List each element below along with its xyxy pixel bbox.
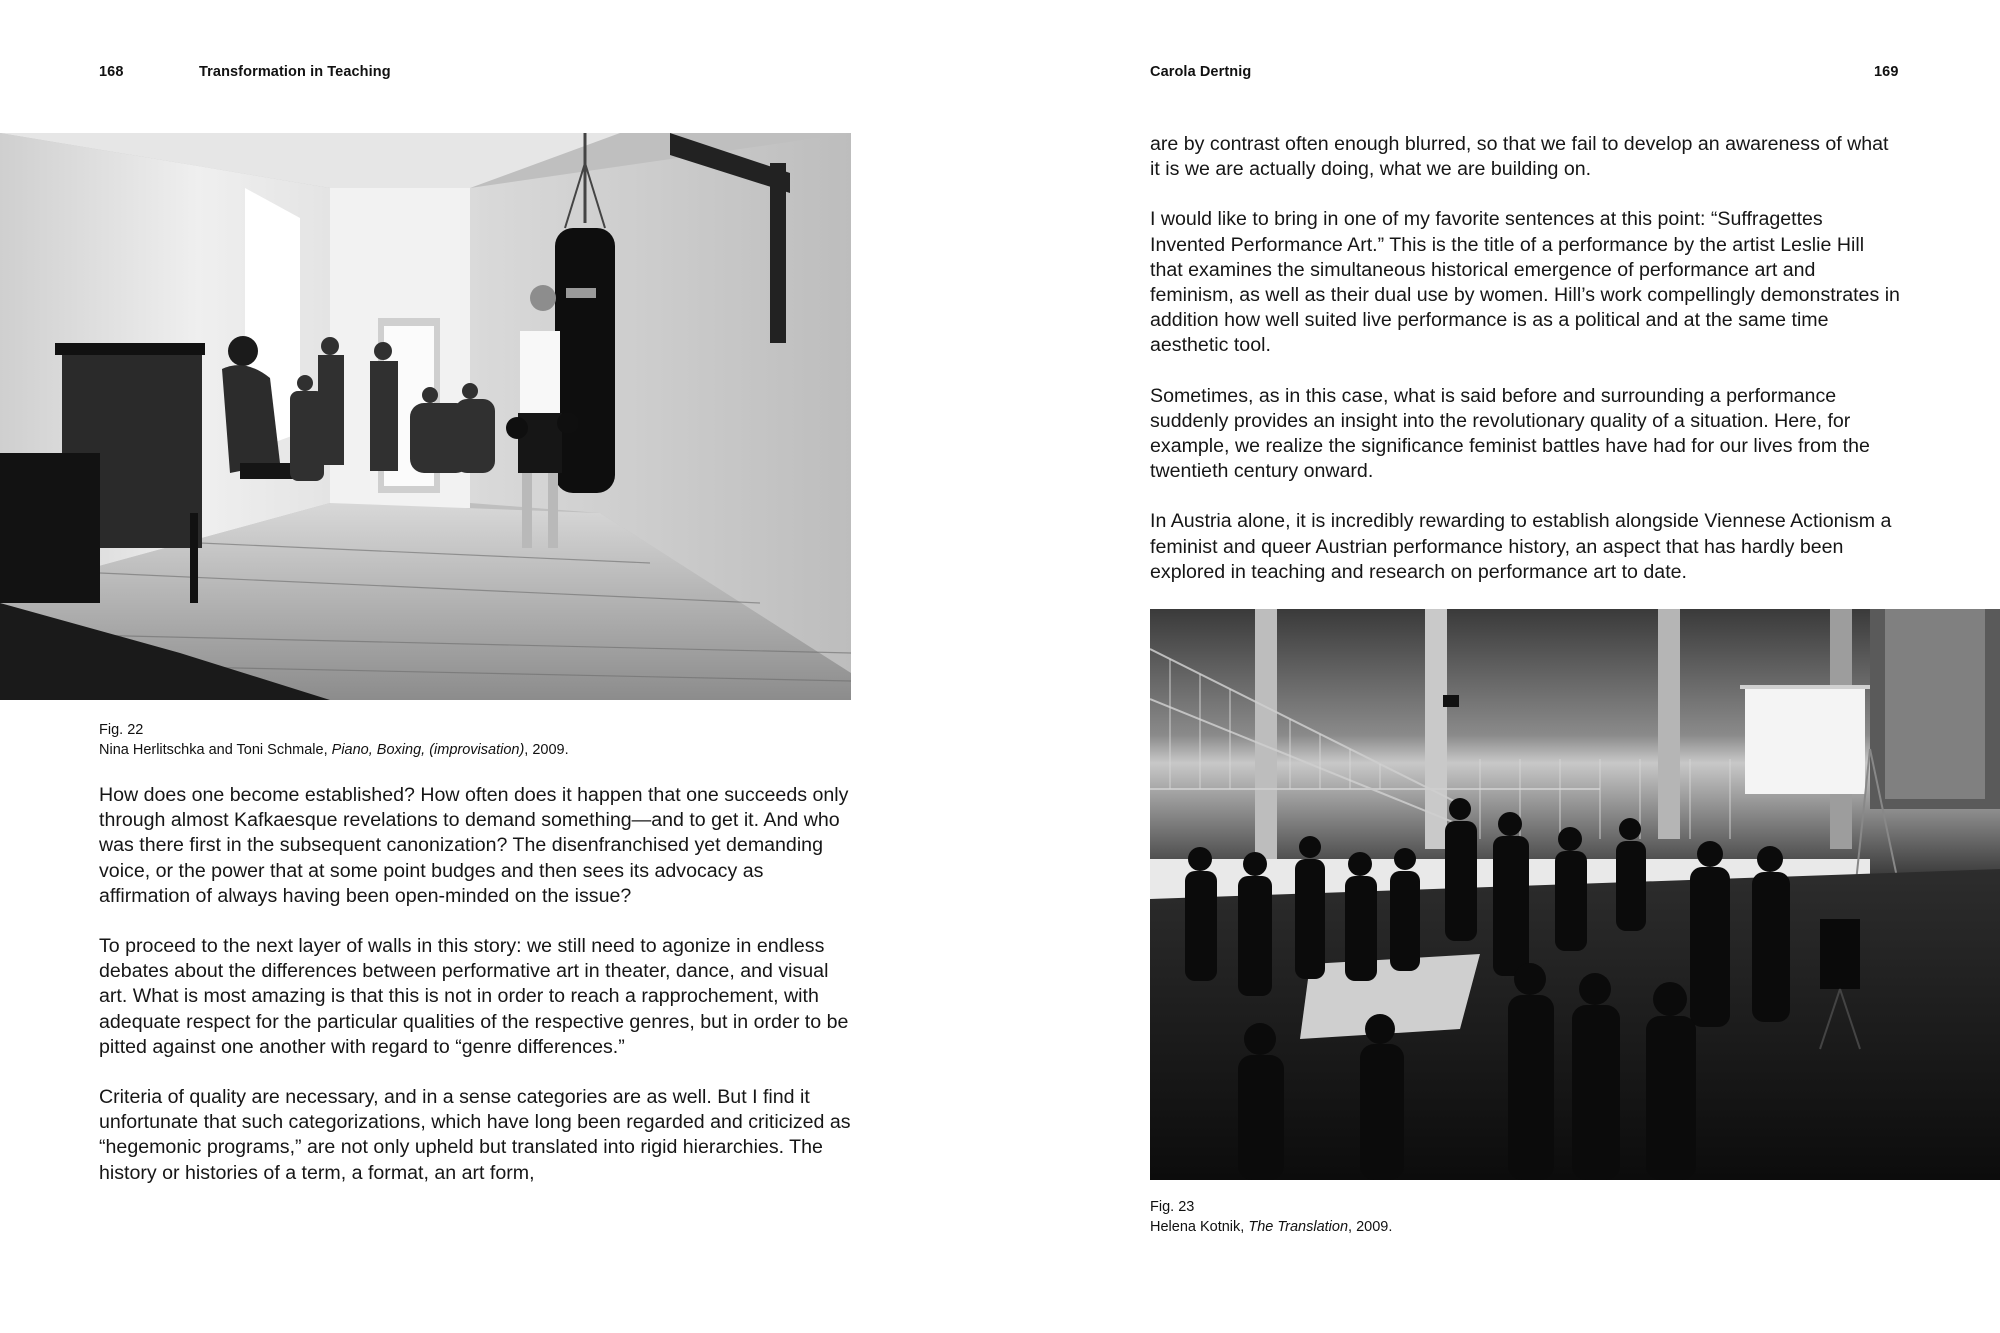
figure-22-label: Fig. 22 <box>99 722 144 738</box>
figure-23-credit <box>1150 1217 1910 1237</box>
figure-23-label: Fig. 23 <box>1150 1199 1195 1215</box>
left-body-text <box>99 783 859 1243</box>
figure-23-work-title: The Translation <box>1248 1219 1349 1235</box>
body-paragraph: Sometimes, as in this case, what is said before and surrounding a performance suddenly provides an insight into the revolutionary quality of a situation. Here, for example, we realize the significance feminist battles have had for our lives from the twentieth century onward. <box>1150 384 1870 483</box>
body-paragraph: I would like to bring in one of my favorite sentences at this point: “Suffragettes Invented Performance Art.” This is the title of a performance by the artist Leslie Hill that examines the simultaneous historical emergence of performance art and feminism, as well as their dual use by women. Hill’s work compellingly demonstrates in addition how well suited live performance is as a political and at the same time aesthetic tool. <box>1150 208 1900 357</box>
figure-22-work-title: Piano, Boxing, (improvisation) <box>331 742 525 758</box>
running-title: Transformation in Teaching <box>199 64 391 80</box>
figure-22-photo <box>0 133 851 700</box>
figure-23-caption <box>1150 1197 1910 1237</box>
page-number-left: 168 <box>99 64 124 80</box>
boxing-room-photo <box>0 133 851 700</box>
figure-22-credit-suffix: , 2009. <box>524 742 569 758</box>
body-paragraph: In Austria alone, it is incredibly rewarding to establish alongside Viennese Actionism a feminist and queer Austrian performance history, an aspect that has hardly been explored in teaching and research on performance art to date. <box>1150 510 1892 583</box>
figure-23-credit-prefix: Helena Kotnik, <box>1150 1219 1249 1235</box>
figure-22-credit <box>99 740 859 760</box>
body-paragraph: are by contrast often enough blurred, so that we fail to develop an awareness of what it is we are actually doing, what we are building on. <box>1150 133 1889 181</box>
figure-22-caption <box>99 720 859 760</box>
body-paragraph: How does one become established? How often does it happen that one succeeds only through almost Kafkaesque revelations to demand something—and to get it. And who was there first in the subsequent canonization? The disenfranchised yet demanding voice, or the power that at some point budges and then sees its advocacy as affirmation of always having been open-minded on the issue? <box>99 784 849 907</box>
running-author: Carola Dertnig <box>1150 64 1252 80</box>
body-paragraph: To proceed to the next layer of walls in this story: we still need to agonize in endless debates about the differences between performative art in theater, dance, and visual art. What is most amazing is that this is not in order to reach a rapprochement, with adequate respect for the particular qualities of the respective genres, but in order to be pitted against one another with regard to “genre differences.” <box>99 935 849 1058</box>
figure-23-photo <box>1150 609 2000 1180</box>
hall-performance-photo <box>1150 609 2000 1180</box>
figure-23-credit-suffix: , 2009. <box>1348 1219 1393 1235</box>
body-paragraph: Criteria of quality are necessary, and in a sense categories are as well. But I find it unfortunate that such categorizations, which have long been regarded and criticized as “hegemonic programs,” are not only upheld but translated into rigid hierarchies. The history or histories of a term, a format, an art form, <box>99 1086 851 1184</box>
page-number-right: 169 <box>1874 64 1899 80</box>
figure-22-credit-prefix: Nina Herlitschka and Toni Schmale, <box>99 742 332 758</box>
right-body-text <box>1150 132 1902 610</box>
